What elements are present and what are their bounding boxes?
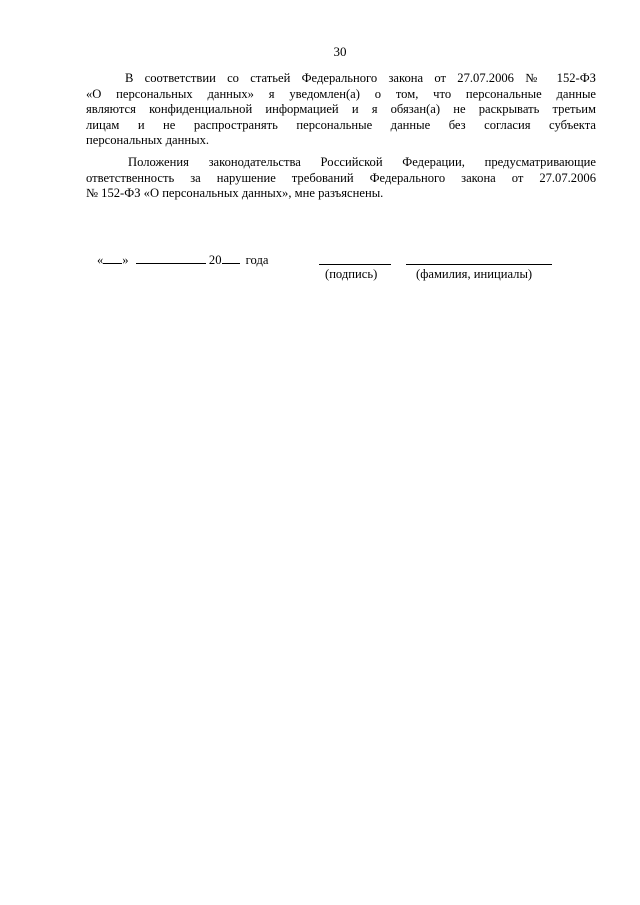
full-name-line[interactable] bbox=[406, 264, 552, 265]
paragraph-line: ответственность за нарушение требований Федерального закона от 27.07.2006 bbox=[86, 170, 596, 185]
paragraph-line: являются конфиденциальной информацией и я обязан(а) не раскрывать третьим bbox=[86, 102, 596, 116]
year-word: года bbox=[245, 253, 269, 267]
year-blank[interactable] bbox=[222, 251, 240, 264]
paragraph-line: Положения законодательства Российской Федерации, предусматривающие bbox=[128, 155, 596, 169]
paragraph-consent-notice bbox=[86, 71, 596, 149]
paragraph-responsibility-notice bbox=[86, 155, 596, 202]
date-close-quote: » bbox=[122, 253, 129, 267]
paragraph-line: «О персональных данных» я уведомлен(а) о том, что персональные данные bbox=[86, 86, 596, 101]
signature-label: (подпись) bbox=[325, 267, 378, 281]
paragraph-line: персональных данных. bbox=[86, 133, 210, 147]
signature-line[interactable] bbox=[319, 264, 391, 265]
page-number: 30 bbox=[333, 44, 347, 59]
month-blank[interactable] bbox=[136, 251, 206, 264]
year-prefix: 20 bbox=[208, 253, 222, 267]
date-open-quote: « bbox=[97, 253, 104, 267]
paragraph-line: лицам и не распространять персональные данные без согласия субъекта bbox=[86, 117, 596, 132]
paragraph-line: № 152-ФЗ «О персональных данных», мне разъяснены. bbox=[86, 186, 384, 200]
full-name-label: (фамилия, инициалы) bbox=[416, 267, 533, 281]
date-field bbox=[97, 251, 268, 268]
paragraph-line: В соответствии со статьей Федерального закона от 27.07.2006 № 152-ФЗ bbox=[125, 71, 596, 85]
day-blank[interactable] bbox=[103, 251, 122, 264]
